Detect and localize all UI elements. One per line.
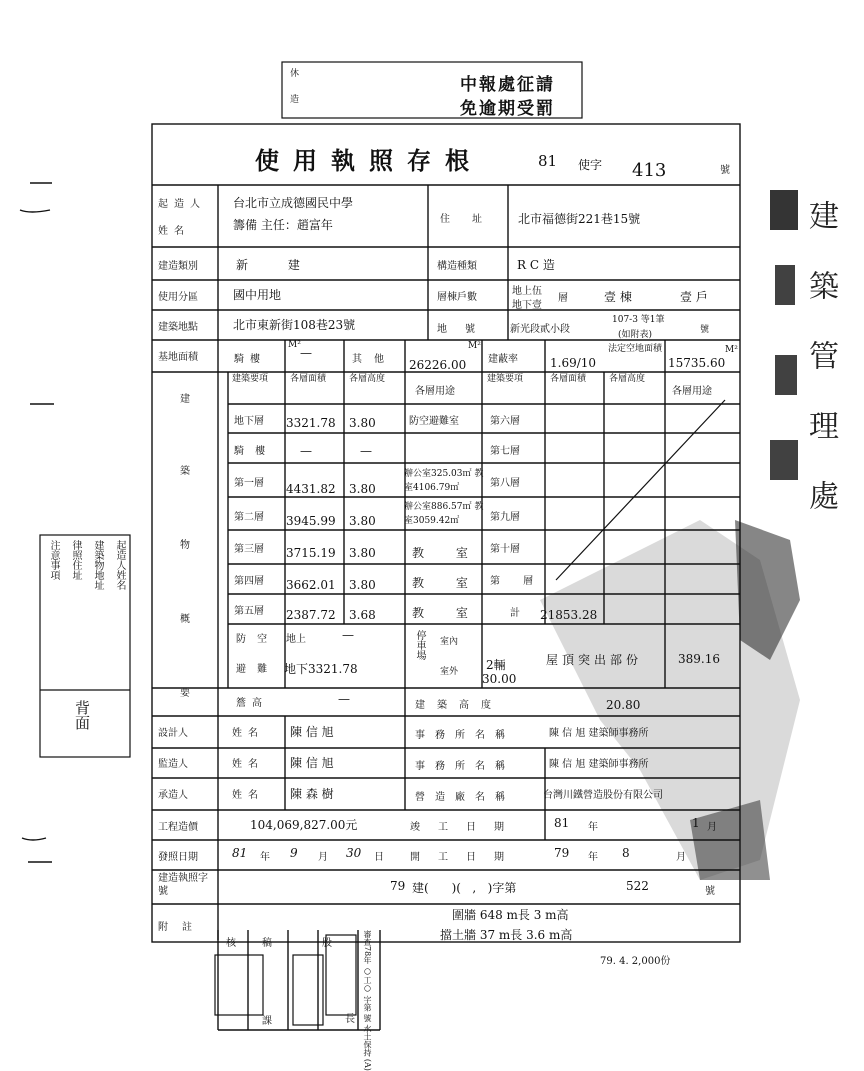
label-floor-area-right: 各層面積 — [550, 374, 587, 384]
floor-row-use: 辦公室886.57㎡ 教室3059.42㎡ — [404, 502, 484, 526]
approval-label: 課 — [262, 1016, 272, 1027]
label-supervisor: 監造人 — [158, 759, 188, 770]
label-building: 建 — [180, 394, 190, 405]
designer-office: 陳 信 旭 建築師事務所 — [549, 728, 649, 739]
site-area-other: 26226.00 — [409, 358, 467, 372]
label-structure-type: 構造種類 — [437, 261, 477, 272]
issue-year: 81 — [232, 846, 248, 860]
shelter-label1: 防 空 — [236, 634, 272, 645]
permit-suffix: 號 — [705, 886, 715, 897]
right-margin-text: 建築管理處 — [803, 200, 838, 550]
stamp-side-top: 休 — [290, 69, 300, 79]
label-permit-no: 建造執照字號 — [158, 873, 208, 897]
floor-row-label: 第二層 — [234, 512, 264, 523]
label-overview: 概 — [180, 614, 190, 625]
lot-no-suffix: 號 — [700, 325, 710, 335]
start-month-word: 月 — [676, 852, 686, 863]
number-suffix: 號 — [720, 165, 730, 176]
label-person-name: 姓名 — [232, 790, 264, 801]
label-designer: 設計人 — [158, 728, 188, 739]
floors-above: 地上伍 — [512, 286, 542, 297]
floor-row-area: 3945.99 — [286, 514, 336, 528]
eave-height: — — [338, 692, 350, 706]
unit-m2: M² — [725, 345, 738, 355]
label-issue-date: 發照日期 — [158, 852, 198, 863]
label-name: 姓名 — [158, 226, 190, 237]
contractor-firm: 台灣川鐵營造股份有限公司 — [543, 790, 663, 801]
floor-row-use: 辦公室325.03㎡ 教室4106.79㎡ — [404, 469, 484, 493]
coverage-ratio: 1.69/10 — [550, 356, 597, 370]
floor-row-height: 3.80 — [349, 546, 376, 560]
label-legal-open-area: 法定空地面積 — [608, 344, 663, 354]
floor-row-label: 騎 樓 — [234, 446, 270, 457]
building-height: 20.80 — [606, 698, 641, 712]
shelter-above-value: — — [342, 628, 354, 642]
floor-row-use: 防空避難室 — [409, 416, 459, 427]
label-use-zone: 使用分區 — [158, 292, 198, 303]
floor-row-label: 第四層 — [234, 576, 264, 587]
approval-label: 股 — [322, 938, 332, 949]
stamp-side-bottom: 造 — [290, 95, 300, 105]
floor-row-height: 3.80 — [349, 482, 376, 496]
label-floor-height: 各層高度 — [349, 374, 386, 384]
supervisor-office: 陳 信 旭 建築師事務所 — [549, 759, 649, 770]
floor-row-use: 教 室 — [412, 606, 482, 620]
floor-row-label: 第三層 — [234, 544, 264, 555]
applicant-name-line1: 台北市立成德國民中學 — [233, 196, 354, 210]
floor-row-area: 4431.82 — [286, 482, 336, 496]
label-firm-name: 營造廠名稱 — [415, 792, 515, 803]
approval-label: 核 — [226, 938, 236, 949]
floor-row-area: — — [300, 444, 312, 458]
label-build-item-right: 建築要項 — [487, 374, 524, 384]
label-building-height: 建築高度 — [415, 700, 503, 711]
label-applicant: 起造人 — [158, 199, 206, 210]
arcade-area: — — [300, 346, 312, 360]
permit-mid: 建( )( , )字第 — [412, 881, 517, 895]
label-site-area: 基地面積 — [158, 352, 198, 363]
supervisor-name: 陳 信 旭 — [290, 756, 334, 770]
label-office-name: 事務所名稱 — [415, 730, 515, 741]
applicant-address: 北市福德街221巷15號 — [518, 212, 641, 226]
floor-row-area: 2387.72 — [286, 608, 336, 622]
floor-row-right: 第 層 — [490, 576, 544, 587]
label-completion-date: 竣工日期 — [410, 822, 522, 833]
floor-row-height: 3.80 — [349, 514, 376, 528]
floors-below: 地下壹 — [512, 300, 542, 311]
floor-row-right: 第八層 — [490, 478, 520, 489]
label-floor-area: 各層面積 — [290, 374, 327, 384]
issue-day-word: 日 — [374, 852, 384, 863]
floor-row-area: 3321.78 — [286, 416, 336, 430]
floor-row-use: 教 室 — [412, 546, 482, 560]
lot-note: (如附表) — [618, 330, 653, 340]
label-floor-use: 各層用途 — [415, 386, 455, 397]
side-note-col1: 起造人姓名 — [114, 540, 125, 590]
parking-outdoor: 2輛 — [486, 658, 506, 672]
floor-row-right: 第六層 — [490, 416, 520, 427]
start-month: 8 — [622, 846, 630, 860]
build-category: 新 建 — [236, 258, 318, 272]
label-start-date: 開工日期 — [410, 852, 522, 863]
approval-note: 審查78年 ○工○ 字第 號 水土保持 (A) — [363, 930, 372, 1071]
floor-row-height: 3.68 — [349, 608, 376, 622]
approval-label: 稿 — [262, 938, 272, 949]
lot-section: 新光段貳小段 — [510, 324, 570, 335]
stamp-line2: 免逾期受罰 — [460, 99, 555, 119]
building-count: 壹 棟 — [604, 290, 632, 304]
floor-row-right: 第七層 — [490, 446, 520, 457]
issue-month-word: 月 — [318, 852, 328, 863]
site-location: 北市東新街108巷23號 — [233, 318, 356, 332]
label-office-name: 事務所名稱 — [415, 761, 515, 772]
contractor-name: 陳 森 樹 — [290, 787, 334, 801]
floor-row-height: — — [360, 444, 372, 458]
floor-row-use: 教 室 — [412, 576, 482, 590]
number-value: 413 — [632, 160, 667, 181]
floor-row-area: 3662.01 — [286, 578, 336, 592]
start-year: 79 — [554, 846, 570, 860]
shelter-label2: 避 難 — [236, 664, 272, 675]
applicant-name-line2: 籌備 主任：趙富年 — [233, 218, 333, 232]
use-zone: 國中用地 — [233, 288, 282, 302]
label-roof-protrusion: 屋頂突出部份 — [546, 653, 643, 667]
label-cost: 工程造價 — [158, 822, 198, 833]
footer-code: 79. 4. 2,000份 — [600, 956, 671, 967]
label-arcade: 騎樓 — [234, 354, 266, 365]
cost: 104,069,827.00元 — [250, 818, 358, 832]
label-floor-height-right: 各層高度 — [609, 374, 646, 384]
floor-row-height: 3.80 — [349, 578, 376, 592]
label-address: 住址 — [440, 214, 504, 225]
issue-year-word: 年 — [260, 852, 270, 863]
lot-number: 107-3 等1筆 — [612, 315, 665, 325]
label-lot-no: 地號 — [437, 324, 493, 335]
label-eave-height: 簷高 — [236, 698, 268, 709]
household-count: 壹 戶 — [680, 290, 708, 304]
number-word: 使字 — [578, 158, 603, 172]
floor-row-right: 第十層 — [490, 544, 520, 555]
side-note-col4: 注意事項 — [48, 540, 59, 580]
label-outdoor: 室外 — [440, 667, 459, 677]
start-year-word: 年 — [588, 852, 598, 863]
label-build-category: 建造類別 — [158, 261, 198, 272]
floor-row-label: 地下層 — [234, 416, 264, 427]
floor-row-label: 第一層 — [234, 478, 264, 489]
label-parking: 停車場 — [414, 630, 425, 660]
side-note-col2: 建築物地址 — [92, 540, 103, 590]
label-floors-households: 層棟戶數 — [437, 292, 477, 303]
parking-outdoor-area: 30.00 — [482, 672, 517, 686]
label-total: 計 — [510, 608, 520, 619]
floor-row-right: 第九層 — [490, 512, 520, 523]
approval-label: 長 — [345, 1014, 355, 1025]
label-items: 築 — [180, 466, 190, 477]
label-contractor: 承造人 — [158, 790, 188, 801]
label-indoor: 室內 — [440, 637, 459, 647]
floors-level-word: 層 — [558, 293, 568, 304]
label-person-name: 姓名 — [232, 759, 264, 770]
issue-month: 9 — [290, 846, 298, 860]
completion-year-word: 年 — [588, 822, 598, 833]
permit-prefix: 79 — [390, 879, 406, 893]
label-person-name: 姓名 — [232, 728, 264, 739]
label-site-location: 建築地點 — [158, 322, 198, 333]
label-material: 物 — [180, 540, 190, 551]
side-note-back: 背面 — [73, 700, 91, 730]
total-area: 21853.28 — [540, 608, 598, 622]
label-notes: 附註 — [158, 922, 206, 933]
notes-line2: 擋土牆 37 m長 3.6 m高 — [440, 928, 573, 942]
number-prefix: 81 — [538, 152, 558, 170]
permit-number: 522 — [626, 879, 649, 893]
floor-row-height: 3.80 — [349, 416, 376, 430]
structure-type: R C 造 — [517, 258, 555, 272]
label-main: 要 — [180, 688, 190, 699]
floor-row-label: 第五層 — [234, 606, 264, 617]
roof-protrusion: 389.16 — [678, 652, 720, 666]
label-other: 其他 — [352, 354, 396, 365]
label-coverage-ratio: 建蔽率 — [488, 354, 518, 365]
stamp-line1: 中報處征請 — [460, 75, 555, 95]
issue-day: 30 — [346, 846, 362, 860]
completion-month: 1 — [692, 816, 700, 830]
unit-m2: M² — [468, 341, 481, 351]
floor-row-area: 3715.19 — [286, 546, 336, 560]
shelter-below: 地下3321.78 — [284, 662, 358, 676]
page-title: 使用執照存根 — [255, 146, 483, 175]
completion-year: 81 — [554, 816, 570, 830]
completion-month-word: 月 — [707, 822, 717, 833]
shelter-above: 地上 — [286, 634, 306, 645]
designer-name: 陳 信 旭 — [290, 725, 334, 739]
label-floor-use-right: 各層用途 — [672, 386, 712, 397]
side-note-col3: 律照住址 — [70, 540, 81, 580]
legal-open-area: 15735.60 — [668, 356, 726, 370]
notes-line1: 圍牆 648 m長 3 m高 — [452, 908, 569, 922]
label-build-item: 建築要項 — [232, 374, 269, 384]
unit-m2: M² — [288, 340, 301, 350]
